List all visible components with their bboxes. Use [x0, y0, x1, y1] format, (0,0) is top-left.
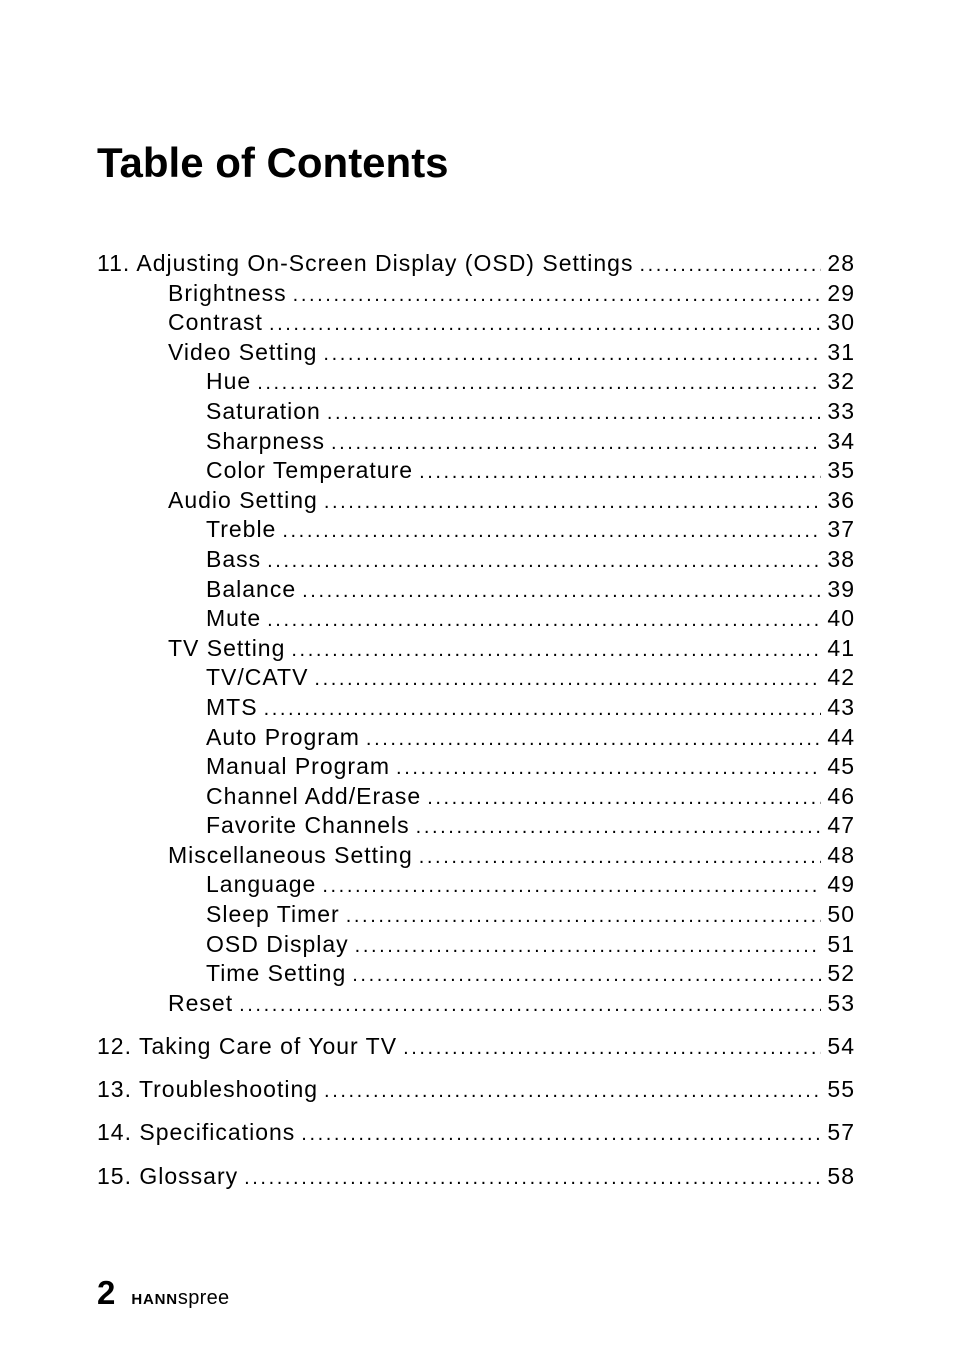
toc-entry-label: Mute [206, 605, 262, 632]
toc-entry-mute[interactable] [97, 605, 855, 635]
brand-logo-bold: HANN [131, 1291, 178, 1308]
toc-entry-page: 40 [827, 605, 855, 632]
toc-entry-brightness[interactable] [97, 280, 855, 310]
toc-entry-label: 14. Specifications [97, 1119, 296, 1146]
toc-entry-page: 41 [827, 634, 855, 661]
toc-entry-time-setting[interactable] [97, 960, 855, 990]
toc-entry-label: Channel Add/Erase [206, 782, 422, 809]
toc-entry-label: MTS [206, 693, 258, 720]
toc-entry-reset[interactable] [97, 990, 855, 1020]
dot-leader [346, 905, 822, 928]
toc-entry-page: 37 [827, 516, 855, 543]
dot-leader [355, 935, 822, 958]
toc-entry-contrast[interactable] [97, 309, 855, 339]
toc-entry-page: 46 [827, 782, 855, 809]
toc-entry-osd-display[interactable] [97, 931, 855, 961]
toc-entry-label: 11. Adjusting On-Screen Display (OSD) Settings [97, 250, 634, 276]
dot-leader [293, 284, 822, 307]
toc-entry-label: Brightness [168, 279, 287, 306]
toc-entry-saturation[interactable] [97, 398, 855, 428]
toc-entry-page: 52 [827, 960, 855, 987]
toc-entry-chapter-14[interactable] [97, 1119, 855, 1149]
toc-entry-label: Sharpness [206, 427, 325, 454]
toc-entry-video-setting[interactable] [97, 339, 855, 369]
toc-entry-page: 35 [827, 457, 855, 484]
toc-entry-page: 45 [827, 753, 855, 780]
toc-entry-label: Reset [168, 989, 234, 1016]
toc-entry-label: Color Temperature [206, 457, 414, 484]
toc-entry-label: 15. Glossary [97, 1162, 239, 1189]
toc-entry-sharpness[interactable] [97, 428, 855, 458]
dot-leader [322, 875, 821, 898]
dot-leader [302, 580, 821, 603]
toc-entry-label: Auto Program [206, 723, 360, 750]
toc-entry-page: 49 [827, 871, 855, 898]
toc-entry-page: 29 [827, 279, 855, 306]
dot-leader [269, 313, 821, 336]
dot-leader [257, 372, 821, 395]
dot-leader [366, 728, 822, 751]
toc-entry-language[interactable] [97, 871, 855, 901]
dot-leader [352, 964, 821, 987]
toc-entry-label: OSD Display [206, 930, 349, 957]
dot-leader [301, 1123, 821, 1146]
toc-entry-favorite-channels[interactable] [97, 812, 855, 842]
dot-leader [324, 491, 822, 514]
dot-leader [267, 550, 821, 573]
toc-entry-label: Favorite Channels [206, 812, 410, 839]
toc-entry-label: Language [206, 871, 317, 898]
toc-entry-page: 34 [827, 427, 855, 454]
toc-entry-label: Miscellaneous Setting [168, 841, 413, 868]
page-footer [97, 1274, 229, 1312]
dot-leader [291, 639, 821, 662]
toc-entry-page: 50 [827, 901, 855, 928]
toc-entry-chapter-12[interactable] [97, 1033, 855, 1063]
toc-entry-label: Contrast [168, 309, 263, 336]
toc-entry-sleep-timer[interactable] [97, 901, 855, 931]
dot-leader [264, 698, 822, 721]
toc-entry-page: 31 [827, 338, 855, 365]
toc-entry-tv-setting[interactable] [97, 635, 855, 665]
toc-entry-page: 38 [827, 545, 855, 572]
toc-entry-mts[interactable] [97, 694, 855, 724]
toc-entry-label: 13. Troubleshooting [97, 1076, 319, 1103]
toc-entry-label: TV/CATV [206, 664, 309, 691]
dot-leader [419, 461, 821, 484]
toc-entry-label: Hue [206, 368, 252, 395]
toc-entry-page: 30 [827, 309, 855, 336]
toc-entry-chapter-13[interactable] [97, 1076, 855, 1106]
toc-entry-label: 12. Taking Care of Your TV [97, 1033, 398, 1060]
dot-leader [396, 757, 821, 780]
toc-entry-label: Treble [206, 516, 277, 543]
toc-entry-label: Sleep Timer [206, 901, 340, 928]
dot-leader [324, 1080, 821, 1103]
toc-entry-auto-program[interactable] [97, 724, 855, 754]
toc-entry-chapter-15[interactable] [97, 1163, 855, 1193]
toc-entry-channel-add-erase[interactable] [97, 783, 855, 813]
toc-entry-label: Saturation [206, 397, 321, 424]
dot-leader [244, 1167, 821, 1190]
dot-leader [267, 609, 821, 632]
dot-leader [427, 787, 821, 810]
dot-leader [416, 816, 822, 839]
toc-entry-page: 44 [827, 723, 855, 750]
toc-entry-page: 33 [827, 397, 855, 424]
toc-entry-page: 42 [827, 664, 855, 691]
toc-entry-label: Time Setting [206, 960, 347, 987]
toc-entry-chapter-11[interactable] [97, 250, 855, 280]
toc-entry-page: 55 [827, 1076, 855, 1103]
toc-entry-page: 51 [827, 930, 855, 957]
dot-leader [239, 994, 821, 1017]
dot-leader [282, 520, 821, 543]
brand-logo [131, 1287, 229, 1310]
footer-page-number: 2 [97, 1274, 116, 1311]
toc-entry-bass[interactable] [97, 546, 855, 576]
toc-entry-label: Audio Setting [168, 486, 318, 513]
toc-entry-page: 36 [827, 486, 855, 513]
toc-entry-miscellaneous-setting[interactable] [97, 842, 855, 872]
toc-entry-page: 58 [827, 1162, 855, 1189]
toc-entry-treble[interactable] [97, 516, 855, 546]
dot-leader [403, 1037, 821, 1060]
dot-leader [331, 432, 821, 455]
page-title: Table of Contents [97, 139, 449, 186]
dot-leader [639, 254, 821, 277]
toc-entry-page: 28 [827, 250, 855, 276]
toc-entry-page: 39 [827, 575, 855, 602]
toc-entry-label: TV Setting [168, 634, 286, 661]
table-of-contents [97, 250, 855, 1192]
toc-entry-page: 47 [827, 812, 855, 839]
toc-entry-page: 53 [827, 989, 855, 1016]
dot-leader [419, 846, 822, 869]
toc-entry-color-temperature[interactable] [97, 457, 855, 487]
toc-entry-page: 32 [827, 368, 855, 395]
toc-entry-label: Balance [206, 575, 297, 602]
dot-leader [323, 343, 821, 366]
toc-entry-page: 43 [827, 693, 855, 720]
toc-entry-label: Bass [206, 545, 262, 572]
toc-entry-page: 48 [827, 841, 855, 868]
brand-logo-light: spree [177, 1287, 230, 1309]
toc-entry-audio-setting[interactable] [97, 487, 855, 517]
toc-entry-label: Video Setting [168, 338, 318, 365]
dot-leader [314, 668, 821, 691]
toc-entry-tv-catv[interactable] [97, 664, 855, 694]
toc-entry-page: 57 [827, 1119, 855, 1146]
toc-entry-label: Manual Program [206, 753, 391, 780]
toc-entry-balance[interactable] [97, 576, 855, 606]
toc-entry-hue[interactable] [97, 368, 855, 398]
toc-entry-page: 54 [827, 1033, 855, 1060]
dot-leader [327, 402, 822, 425]
toc-entry-manual-program[interactable] [97, 753, 855, 783]
